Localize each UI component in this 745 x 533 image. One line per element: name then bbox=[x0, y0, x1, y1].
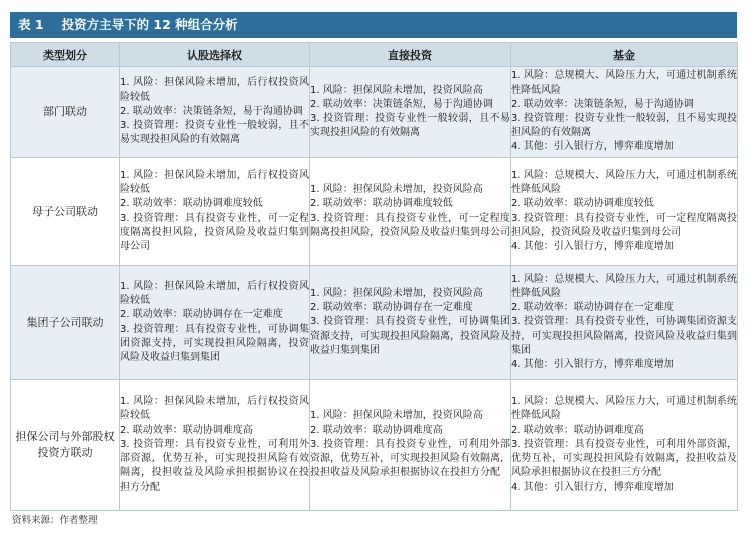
cell-item: 2. 联动效率：决策链条短，易于沟通协调 bbox=[120, 105, 303, 117]
cell-item: 3. 投资管理：具有投资专业性，可协调集团资源支持，可实现投担风险隔离，投资风险及收益归集到集团 bbox=[310, 316, 510, 356]
cell-item: 3. 投资管理：投资专业性一般较弱，且不易实现投担风险的有效隔离 bbox=[310, 113, 510, 139]
cell-item: 4. 其他：引入银行方，博弈难度增加 bbox=[511, 359, 674, 370]
cell-item: 1. 风险：担保风险未增加，后行权投资风险较低 bbox=[120, 396, 309, 422]
cell-item: 2. 联动效率：联动协调难度高 bbox=[310, 424, 443, 436]
row-type-cell: 担保公司与外部股权投资方联动 bbox=[11, 380, 120, 511]
cell-item: 1. 风险：总规模大、风险压力大，可通过机制系统性降低风险 bbox=[511, 396, 737, 422]
cell-item: 1. 风险：总规模大、风险压力大，可通过机制系统性降低风险 bbox=[511, 70, 737, 96]
cell-item: 1. 风险：担保风险未增加，投资风险高 bbox=[310, 410, 483, 422]
cell-item: 3. 投资管理：投资专业性一般较弱，且不易实现投担风险的有效隔离 bbox=[511, 113, 737, 139]
table-row bbox=[11, 158, 738, 266]
row-col2-cell bbox=[310, 380, 511, 511]
cell-item: 1. 风险：总规模大、风险压力大，可通过机制系统性降低风险 bbox=[511, 273, 737, 299]
cell-item: 3. 投资管理：具有投资专业性，可利用外部资源，优势互补，可实现投担风险有效隔离，投担收益及风险承担根据协议在投担方分配 bbox=[310, 438, 510, 479]
cell-item: 1. 风险：担保风险未增加，后行权投资风险较低 bbox=[120, 169, 309, 196]
cell-item: 3. 投资管理：具有投资专业性，可协调集团资源支持，可实现投担风险隔离，投资风险及收益归集到集团 bbox=[120, 323, 309, 363]
cell-item: 2. 联动效率：联动协调存在一定难度 bbox=[511, 302, 674, 314]
cell-item: 4. 其他：引入银行方，博弈难度增加 bbox=[511, 481, 674, 493]
cell-item: 2. 联动效率：决策链条短，易于沟通协调 bbox=[511, 98, 694, 110]
cell-item: 2. 联动效率：联动协调难度高 bbox=[511, 424, 644, 436]
cell-item: 3. 投资管理：具有投资专业性，可利用外部资源，优势互补，可实现投担风险有效隔离，投担收益及风险承担根据协议在投担方分配 bbox=[120, 438, 309, 493]
row-col3-cell bbox=[511, 67, 738, 158]
row-type-cell: 母子公司联动 bbox=[11, 158, 120, 266]
row-col1-cell bbox=[120, 266, 310, 380]
cell-item: 3. 投资管理：具有投资专业性，可利用外部资源，优势互补，可实现投担风险有效隔离，投担收益及风险承担根据协议在投担三方分配 bbox=[511, 438, 737, 479]
row-col1-cell bbox=[120, 380, 310, 511]
cell-item: 3. 投资管理：具有投资专业性，可一定程度隔离投担风险，投资风险及收益归集到母公司 bbox=[120, 212, 309, 252]
row-col1-cell bbox=[120, 158, 310, 266]
header-type: 类型划分 bbox=[11, 43, 120, 67]
cell-item: 1. 风险：担保风险未增加，投资风险高 bbox=[310, 184, 483, 196]
cell-item: 1. 风险：总规模大、风险压力大，可通过机制系统性降低风险 bbox=[511, 169, 737, 196]
cell-item: 1. 风险：担保风险未增加，后行权投资风险较低 bbox=[120, 77, 309, 103]
table-row bbox=[11, 67, 738, 158]
header-col2: 直接投资 bbox=[310, 43, 511, 67]
cell-item: 2. 联动效率：联动协调难度较低 bbox=[120, 198, 263, 210]
comparison-table bbox=[10, 42, 738, 511]
header-col3: 基金 bbox=[511, 43, 738, 67]
row-col3-cell bbox=[511, 158, 738, 266]
cell-item: 4. 其他：引入银行方，博弈难度增加 bbox=[511, 240, 674, 252]
source-note: 资料来源：作者整理 bbox=[12, 515, 98, 526]
table-title: 投资方主导下的 12 种组合分析 bbox=[61, 17, 238, 32]
cell-item: 3. 投资管理：投资专业性一般较弱，且不易实现投担风险的有效隔离 bbox=[120, 120, 309, 146]
row-col3-cell bbox=[511, 266, 738, 380]
cell-item: 3. 投资管理：具有投资专业性，可一定程度隔离投担风险，投资风险及收益归集到母公司 bbox=[310, 212, 510, 238]
cell-item: 4. 其他：引入银行方，博弈难度增加 bbox=[511, 141, 674, 153]
row-col2-cell bbox=[310, 67, 511, 158]
table-number: 表 1 bbox=[18, 17, 44, 32]
table-body bbox=[11, 67, 738, 511]
cell-item: 2. 联动效率：联动协调存在一定难度 bbox=[310, 302, 473, 314]
row-type-cell: 部门联动 bbox=[11, 67, 120, 158]
table-row bbox=[11, 380, 738, 511]
cell-item: 2. 联动效率：联动协调难度较低 bbox=[310, 198, 453, 210]
cell-item: 2. 联动效率：联动协调难度较低 bbox=[511, 198, 654, 210]
cell-item: 3. 投资管理：具有投资专业性，可协调集团资源支持，可实现投担风险隔离，投资风险及收益归集到集团 bbox=[511, 316, 737, 356]
cell-item: 1. 风险：担保风险未增加，后行权投资风险较低 bbox=[120, 280, 309, 307]
row-col2-cell bbox=[310, 266, 511, 380]
cell-item: 1. 风险：担保风险未增加，投资风险高 bbox=[310, 84, 483, 96]
row-col1-cell bbox=[120, 67, 310, 158]
table-title-bar bbox=[10, 12, 737, 38]
row-col3-cell bbox=[511, 380, 738, 511]
cell-item: 2. 联动效率：联动协调难度高 bbox=[120, 424, 253, 436]
header-col1: 认股选择权 bbox=[120, 43, 310, 67]
row-type-cell: 集团子公司联动 bbox=[11, 266, 120, 380]
table-row bbox=[11, 266, 738, 380]
header-row bbox=[11, 43, 738, 67]
cell-item: 3. 投资管理：具有投资专业性，可一定程度隔离投担风险，投资风险及收益归集到母公司 bbox=[511, 212, 737, 238]
cell-item: 2. 联动效率：联动协调存在一定难度 bbox=[120, 309, 283, 321]
cell-item: 1. 风险：担保风险未增加，投资风险高 bbox=[310, 287, 483, 299]
cell-item: 2. 联动效率：决策链条短，易于沟通协调 bbox=[310, 98, 493, 110]
row-col2-cell bbox=[310, 158, 511, 266]
